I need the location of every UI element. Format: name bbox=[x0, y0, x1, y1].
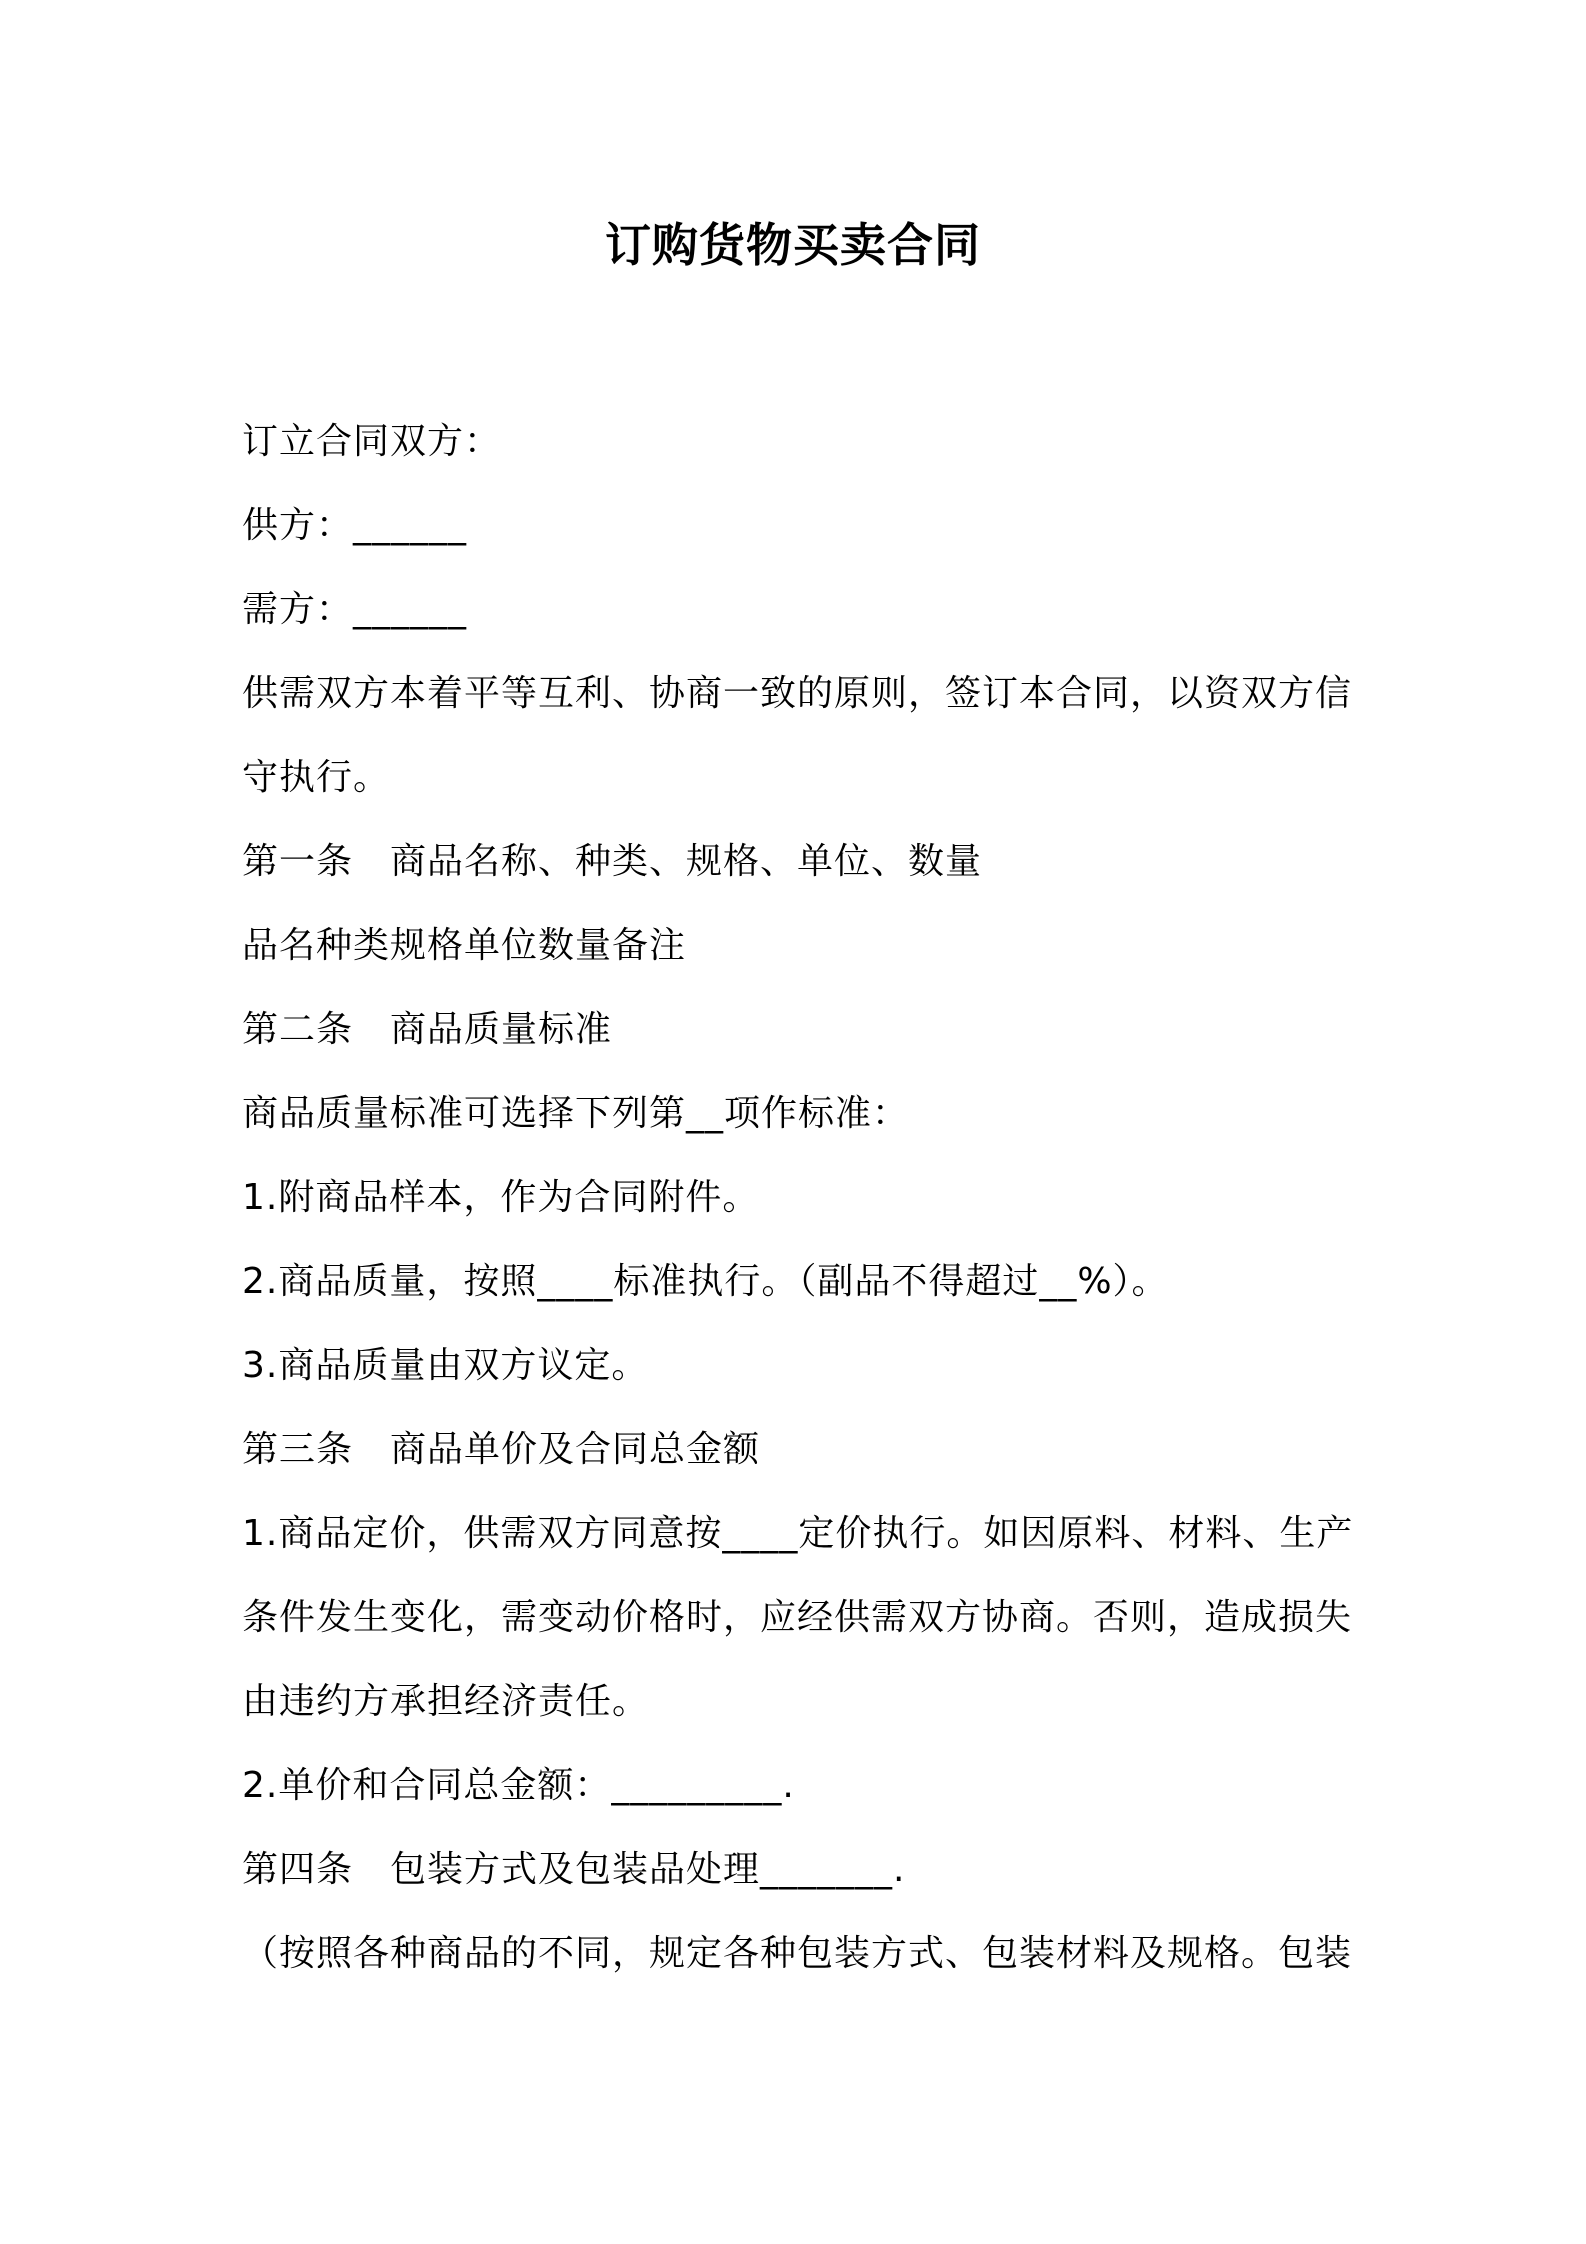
article-4-heading: 第四条 包装方式及包装品处理_______. bbox=[242, 1849, 906, 1890]
article-3-item-1-line-1: 1.商品定价，供需双方同意按____定价执行。如因原料、材料、生产 bbox=[242, 1513, 1354, 1554]
line-preamble-1: 供需双方本着平等互利、协商一致的原则，签订本合同，以资双方信 bbox=[242, 673, 1353, 714]
article-3-item-1-line-2: 条件发生变化，需变动价格时，应经供需双方协商。否则，造成损失 bbox=[242, 1597, 1353, 1638]
article-3-item-1-line-3: 由违约方承担经济责任。 bbox=[242, 1681, 650, 1722]
article-2-item-2: 2.商品质量，按照____标准执行。（副品不得超过__%）。 bbox=[242, 1261, 1169, 1302]
line-buyer: 需方：______ bbox=[242, 589, 468, 630]
article-1-heading: 第一条 商品名称、种类、规格、单位、数量 bbox=[242, 841, 983, 882]
article-4-note: （按照各种商品的不同，规定各种包装方式、包装材料及规格。包装 bbox=[242, 1933, 1353, 1974]
article-2-item-3: 3.商品质量由双方议定。 bbox=[242, 1345, 649, 1386]
line-supplier: 供方：______ bbox=[242, 505, 468, 546]
line-parties-heading: 订立合同双方： bbox=[242, 421, 502, 462]
article-1-columns: 品名种类规格单位数量备注 bbox=[242, 925, 687, 966]
article-2-heading: 第二条 商品质量标准 bbox=[242, 1009, 613, 1050]
article-2-intro: 商品质量标准可选择下列第__项作标准： bbox=[242, 1093, 910, 1134]
document-title: 订购货物买卖合同 bbox=[605, 218, 981, 272]
article-3-heading: 第三条 商品单价及合同总金额 bbox=[242, 1429, 761, 1470]
article-3-item-2: 2.单价和合同总金额：_________. bbox=[242, 1765, 795, 1806]
article-2-item-1: 1.附商品样本，作为合同附件。 bbox=[242, 1177, 760, 1218]
document-body bbox=[242, 400, 1362, 1996]
line-preamble-2: 守执行。 bbox=[242, 757, 391, 798]
